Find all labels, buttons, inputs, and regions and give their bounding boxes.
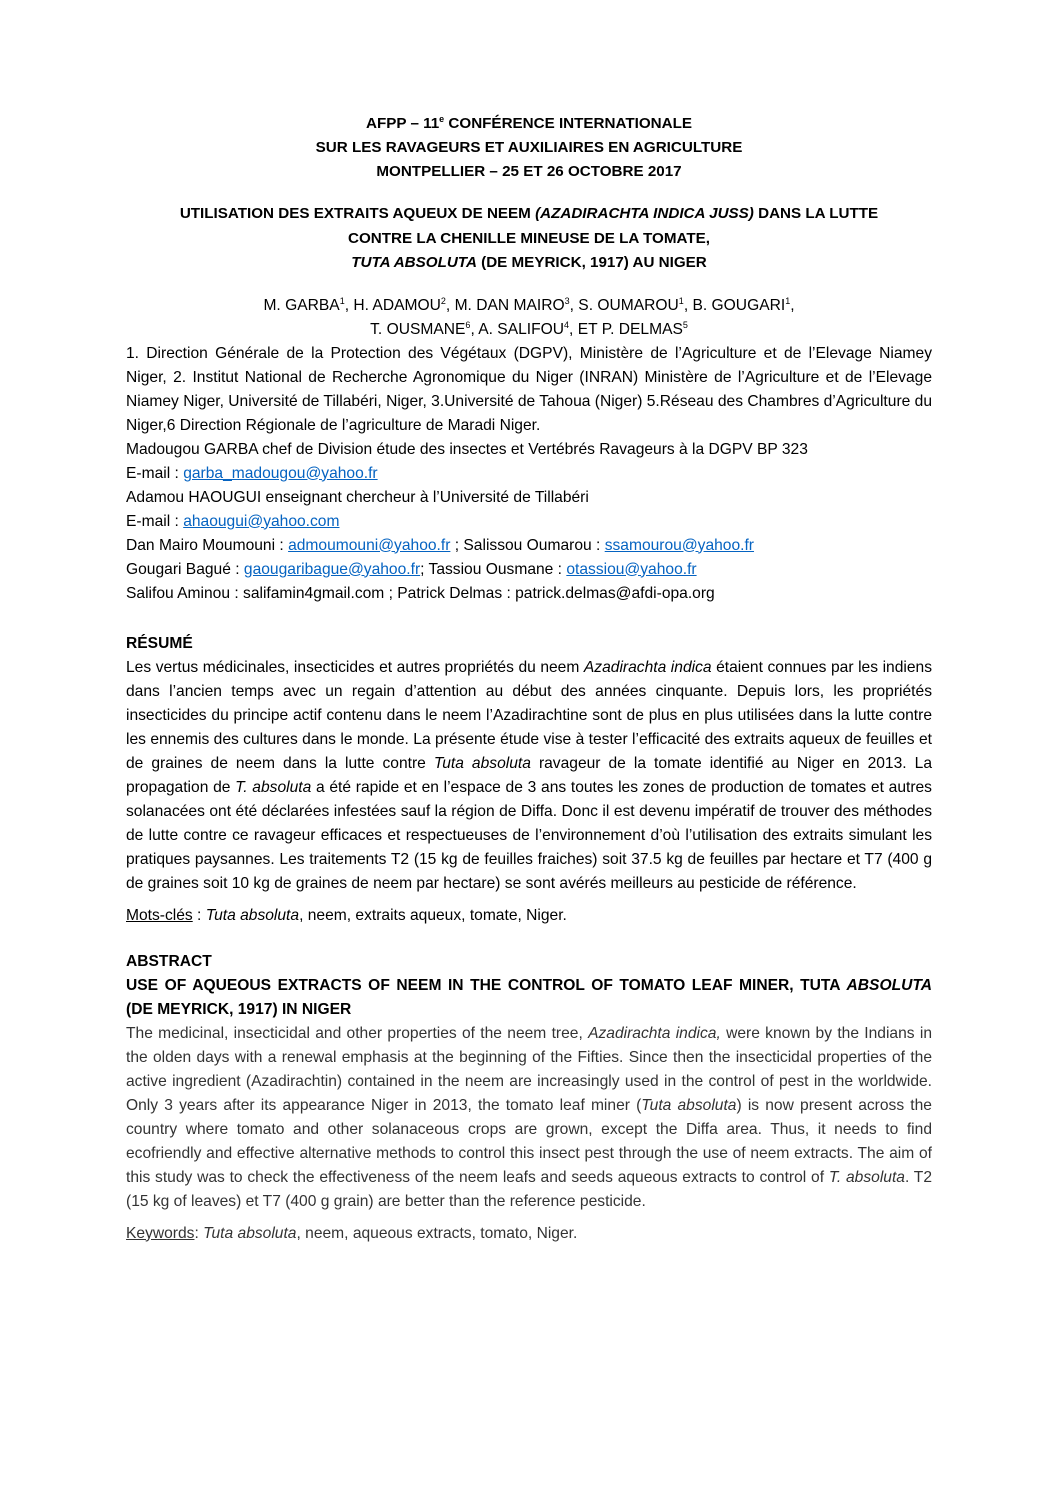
- abstract-heading: ABSTRACT: [126, 952, 212, 970]
- abstract-keywords: Keywords: Tuta absoluta, neem, aqueous extracts, tomato, Niger.: [126, 1224, 578, 1242]
- author-list: M. GARBA$^1$, H. ADAMOU$^2$, M. DAN MAIRO$^3$, S. OUMAROU$^1$, B. GOUGARI$^1$, T. OUSMANE$^6$, A. SALIFOU$^4$, ET P. DELMAS$^5$: [263, 295, 795, 338]
- header-line-1: AFPP – 11e CONFÉRENCE INTERNATIONALE: [366, 113, 692, 132]
- document-page: [126, 112, 932, 1246]
- resume-heading: RÉSUMÉ: [126, 634, 193, 652]
- email-link[interactable]: ssamourou@yahoo.fr: [604, 536, 755, 554]
- abstract-title: USE OF AQUEOUS EXTRACTS OF NEEM IN THE CONTROL OF TOMATO LEAF MINER, TUTA ABSOLUTA (DE MEYRICK, 1917) IN NIGER: [126, 976, 932, 1018]
- resume-paragraph: Les vertus médicinales, insecticides et autres propriétés du neem Azadirachta indica étaient connues par les indiens dans l’ancien temps avec un regain d’attention au début des années cinquante. Depuis lors, les propriétés insecticides du principe actif contenu dans le neem l’Azadirachtine sont de plus en plus utilisées dans la lutte contre les ennemis des cultures dans le monde. La présente étude vise à tester l’efficacité des extraits aqueux de feuilles et de graines de neem dans la lutte contre Tuta absoluta ravageur de la tomate identifié au Niger en 2013. La propagation de T. absoluta a été rapide et en l’espace de 3 ans toutes les zones de production de tomates et autres solanacées ont été déclarées infestées sauf la région de Diffa. Donc il est devenu impératif de trouver des méthodes de lutte contre ce ravageur efficaces et respectueuses de l’environnement d’où l’utilisation des extraits simulant les pratiques paysannes. Les traitements T2 (15 kg de feuilles fraiches) soit 37.5 kg de feuilles par hectare et T7 (400 g de graines soit 10 kg de graines de neem par hectare) se sont avérés meilleurs au pesticide de référence.: [126, 658, 932, 892]
- email-link[interactable]: admoumouni@yahoo.fr: [288, 536, 451, 554]
- header-line-2: SUR LES RAVAGEURS ET AUXILIAIRES EN AGRICULTURE: [315, 139, 743, 156]
- email-link[interactable]: gaougaribague@yahoo.fr: [243, 560, 421, 578]
- email-link[interactable]: ahaougui@yahoo.com: [183, 512, 340, 530]
- header-line-3: MONTPELLIER – 25 ET 26 OCTOBRE 2017: [376, 163, 682, 180]
- email-link[interactable]: otassiou@yahoo.fr: [566, 560, 697, 578]
- affiliations: 1. Direction Générale de la Protection des Végétaux (DGPV), Ministère de l’Agriculture et de l’Elevage Niamey Niger, 2. Institut National de Recherche Agronomique du Niger (INRAN) Ministère de l’Agriculture et de l’Elevage Niamey Niger, Université de Tillabéri, Niger, 3.Université de Tahoua (Niger) 5.Réseau des Chambres d’Agriculture du Niger,6 Direction Régionale de l’agriculture de Maradi Niger.: [126, 344, 932, 434]
- email-link[interactable]: garba_madougou@yahoo.fr: [183, 464, 378, 482]
- contact-block: Madougou GARBA chef de Division étude des insectes et Vertébrés Ravageurs à la DGPV BP 323 E-mail : garba_madougou@yahoo.fr Adamou HAOUGUI enseignant chercheur à l’Université de Tillabéri E-mail : ahaougui@yahoo.com Dan Mairo Moumouni : admoumouni@yahoo.fr ; Salissou Oumarou : ssamourou@yahoo.fr Gougari Bagué : gaougaribague@yahoo.fr; Tassiou Ousmane : otassiou@yahoo.fr Salifou Aminou : salifamin4gmail.com ; Patrick Delmas : patrick.delmas@afdi-opa.org: [126, 440, 808, 602]
- conference-header: [126, 112, 932, 184]
- abstract-paragraph: The medicinal, insecticidal and other properties of the neem tree, Azadirachta indica, were known by the Indians in the olden days with a renewal emphasis at the beginning of the Fifties. Since then the insecticidal properties of the active ingredient (Azadirachtin) contained in the neem are increasingly used in the control of pest in the worldwide. Only 3 years after its appearance Niger in 2013, the tomato leaf miner (Tuta absoluta) is now present across the country where tomato and other solanaceous crops are grown, except the Diffa area. Thus, it needs to find ecofriendly and effective alternative methods to control this insect pest through the use of neem extracts. The aim of this study was to check the effectiveness of the neem leafs and seeds aqueous extracts to control of T. absoluta. T2 (15 kg of leaves) et T7 (400 g grain) are better than the reference pesticide.: [126, 1024, 932, 1210]
- paper-title: UTILISATION DES EXTRAITS AQUEUX DE NEEM (AZADIRACHTA INDICA JUSS) DANS LA LUTTE CONTRE LA CHENILLE MINEUSE DE LA TOMATE, TUTA ABSOLUTA (DE MEYRICK, 1917) AU NIGER: [179, 205, 879, 271]
- resume-keywords: Mots-clés : Tuta absoluta, neem, extraits aqueux, tomate, Niger.: [126, 906, 567, 924]
